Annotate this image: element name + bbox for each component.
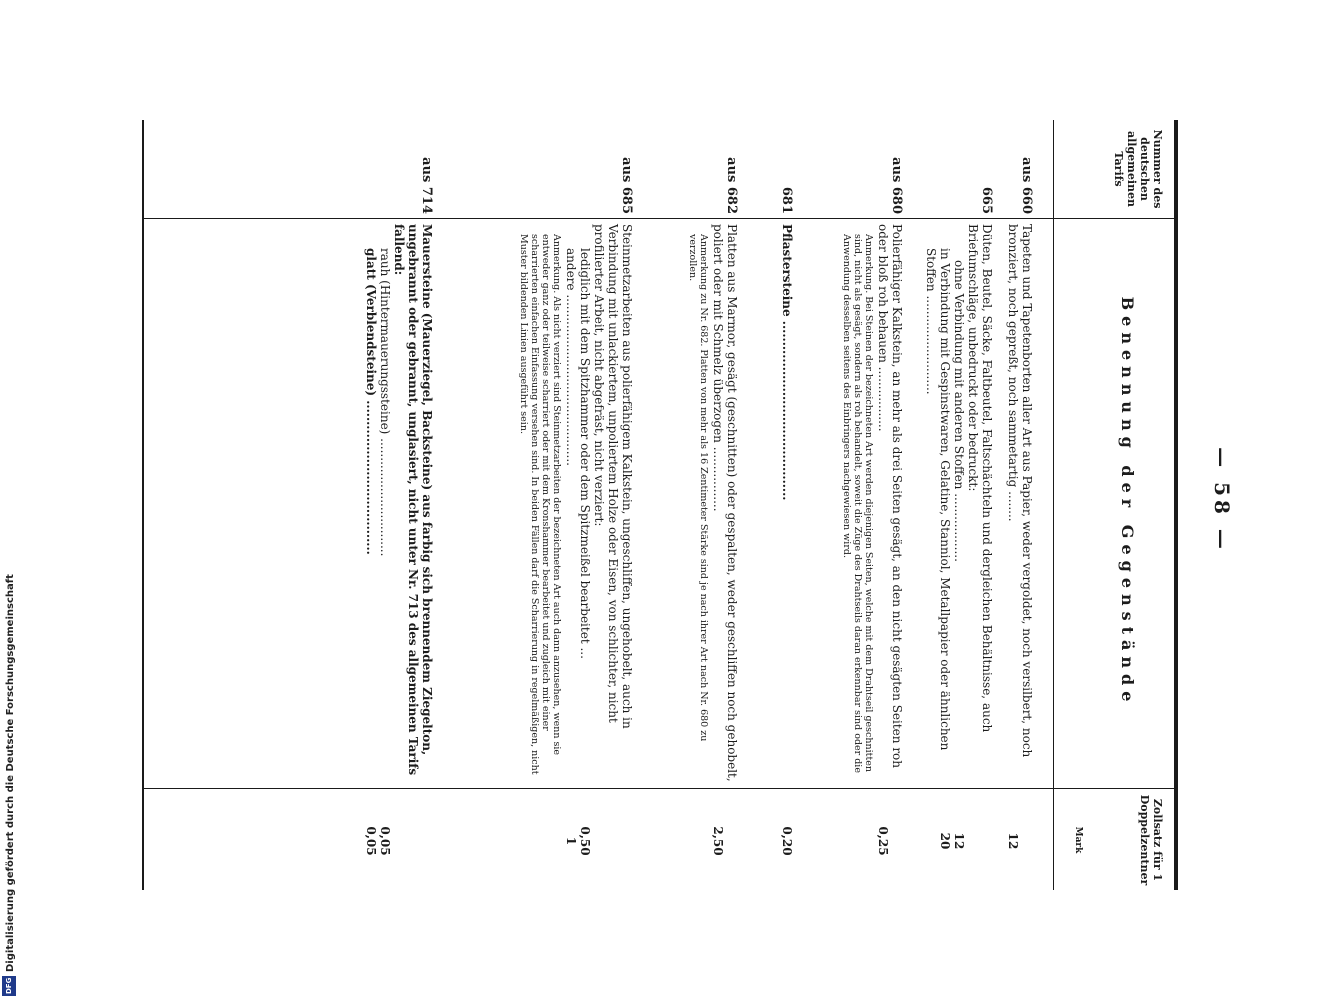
tariff-rate: 0,25 [876,826,890,856]
page-number: — 58 — [1210,447,1234,553]
tariff-description-main: Mauersteine (Mauerziegel, Backsteine) aus farbig sich brennendem Ziegelton, ungebrannt oder gebrannt, unglasiert, nicht unter Nr. 713 des allgemeinen Tarifs fallend: [392,224,434,776]
tariff-rate: 0,50 [578,826,592,856]
tariff-rate: 0,20 [780,826,794,856]
tariff-rate: 0,05 [364,826,378,856]
tariff-number: aus 660 [1019,157,1034,214]
tariff-sub-item: andere ............................................. [564,248,578,466]
header-number-column: Nummer des deutschen allgemeinen Tarifs [1112,129,1164,209]
tariff-description-main: Steinmetzarbeiten aus polierfähigem Kalkstein, ungeschliffen, ungehobelt, auch in Verbindung mit unlackiertem, unpoliertem Holze oder Eisen, von schlichter, nicht profilierter Arbeit, nicht abgefräst, nicht verziert: [592,224,634,729]
table-header-rule [1053,120,1054,890]
tariff-number: aus 682 [724,157,739,214]
tariff-rate: 1 [564,836,578,846]
tariff-sub-item: rauh (Hintermauerungssteine) ............................... [378,248,392,557]
table-bottom-rule [142,120,144,890]
tariff-description [687,224,739,784]
column-divider [144,788,1176,789]
tariff-rate: 0,05 [378,826,392,856]
tariff-rate: 20 [938,832,952,850]
tariff-rate: 12 [1006,832,1020,850]
tariff-description: Pflastersteine ........................................... [780,224,794,501]
tariff-sub-item: in Verbindung mit Gespinstwaren, Gelatine, Stanniol, Metallpapier oder ähnlichen Stoffen .......................... [924,248,952,751]
tariff-rate: 12 [952,832,966,850]
tariff-description-main: Polierfähiger Kalkstein, an mehr als drei Seiten gesägt, an den nicht gesägten Seiten roh oder bloß roh behauen ................. [876,224,904,769]
header-rate-unit: Mark [1073,826,1083,854]
tariff-note: Anmerkung. Als nicht verziert sind Steinmetzarbeiten der bezeichneten Art auch dann anzusehen, wenn sie entweder ganz oder teilweise scharriert oder mit dem Kronshammer bearbeitet und zugleich mit einer scharrierten einfachen Einfassung versehen sind. In beiden Fällen darf die Scharrierung in regelmäßigen, nicht Muster bildenden Linien ausgeführt sein. [518,234,562,775]
tariff-description [518,224,634,784]
tariff-note: Anmerkung. Bei Steinen der bezeichneten Art werden diejenigen Seiten, welche mit dem Drahtseil geschnitten sind, nicht als gesägt, sondern als roh behandelt, soweit die Züge des Drahtseils daran erkennbar sind oder die Anwendung desselben seitens des Einbringers nachgewiesen wird. [841,234,874,773]
dfg-logo: DFG [2,976,16,996]
tariff-description-main: Platten aus Marmor, gesägt (geschnitten) oder gespalten, weder geschliffen noch gehobelt, poliert oder mit Schmelz überzogen ................. [711,224,739,782]
tariff-sub-item: lediglich mit dem Spitzhammer oder dem Spitzmeißel bearbeitet ... [578,248,592,659]
tariff-description-main: Düten, Beutel, Säcke, Faltbeutel, Faltschächteln und dergleichen Behältnisse, auch Briefumschläge, unbedruckt oder bedruckt: [966,224,994,733]
tariff-number: aus 685 [619,157,634,214]
tariff-description: Tapeten und Tapetenborten aller Art aus Papier, weder vergoldet, noch versilbert, noch bronziert, noch gepreßt, noch sammetartig ........ [1006,224,1034,758]
tariff-rate: 2,50 [711,826,725,856]
header-rate-column: Zollsatz für 1 Doppelzentner [1138,794,1164,886]
tariff-description [364,224,434,784]
tariff-number: aus 714 [419,157,434,214]
tariff-sub-item: glatt (Verblendsteine) ..................................... [364,248,378,555]
tariff-number: aus 680 [889,157,904,214]
header-title: Benennung der Gegenstände [1118,296,1137,708]
tariff-description [841,224,904,784]
tariff-number: 681 [779,186,794,214]
tariff-description [924,224,994,784]
tariff-note: Anmerkung zu Nr. 682. Platten von mehr als 16 Zentimeter Stärke sind je nach ihrer Art nach Nr. 680 zu verzollen. [687,234,709,742]
table-top-rule [1174,120,1178,890]
credit-text: Digitalisierung gefördert durch die Deutsche Forschungsgemeinschaft [5,574,16,972]
tariff-sub-item: ohne Verbindung mit anderen Stoffen .................. [952,260,966,562]
tariff-number: 665 [979,186,994,214]
column-divider [144,218,1176,219]
